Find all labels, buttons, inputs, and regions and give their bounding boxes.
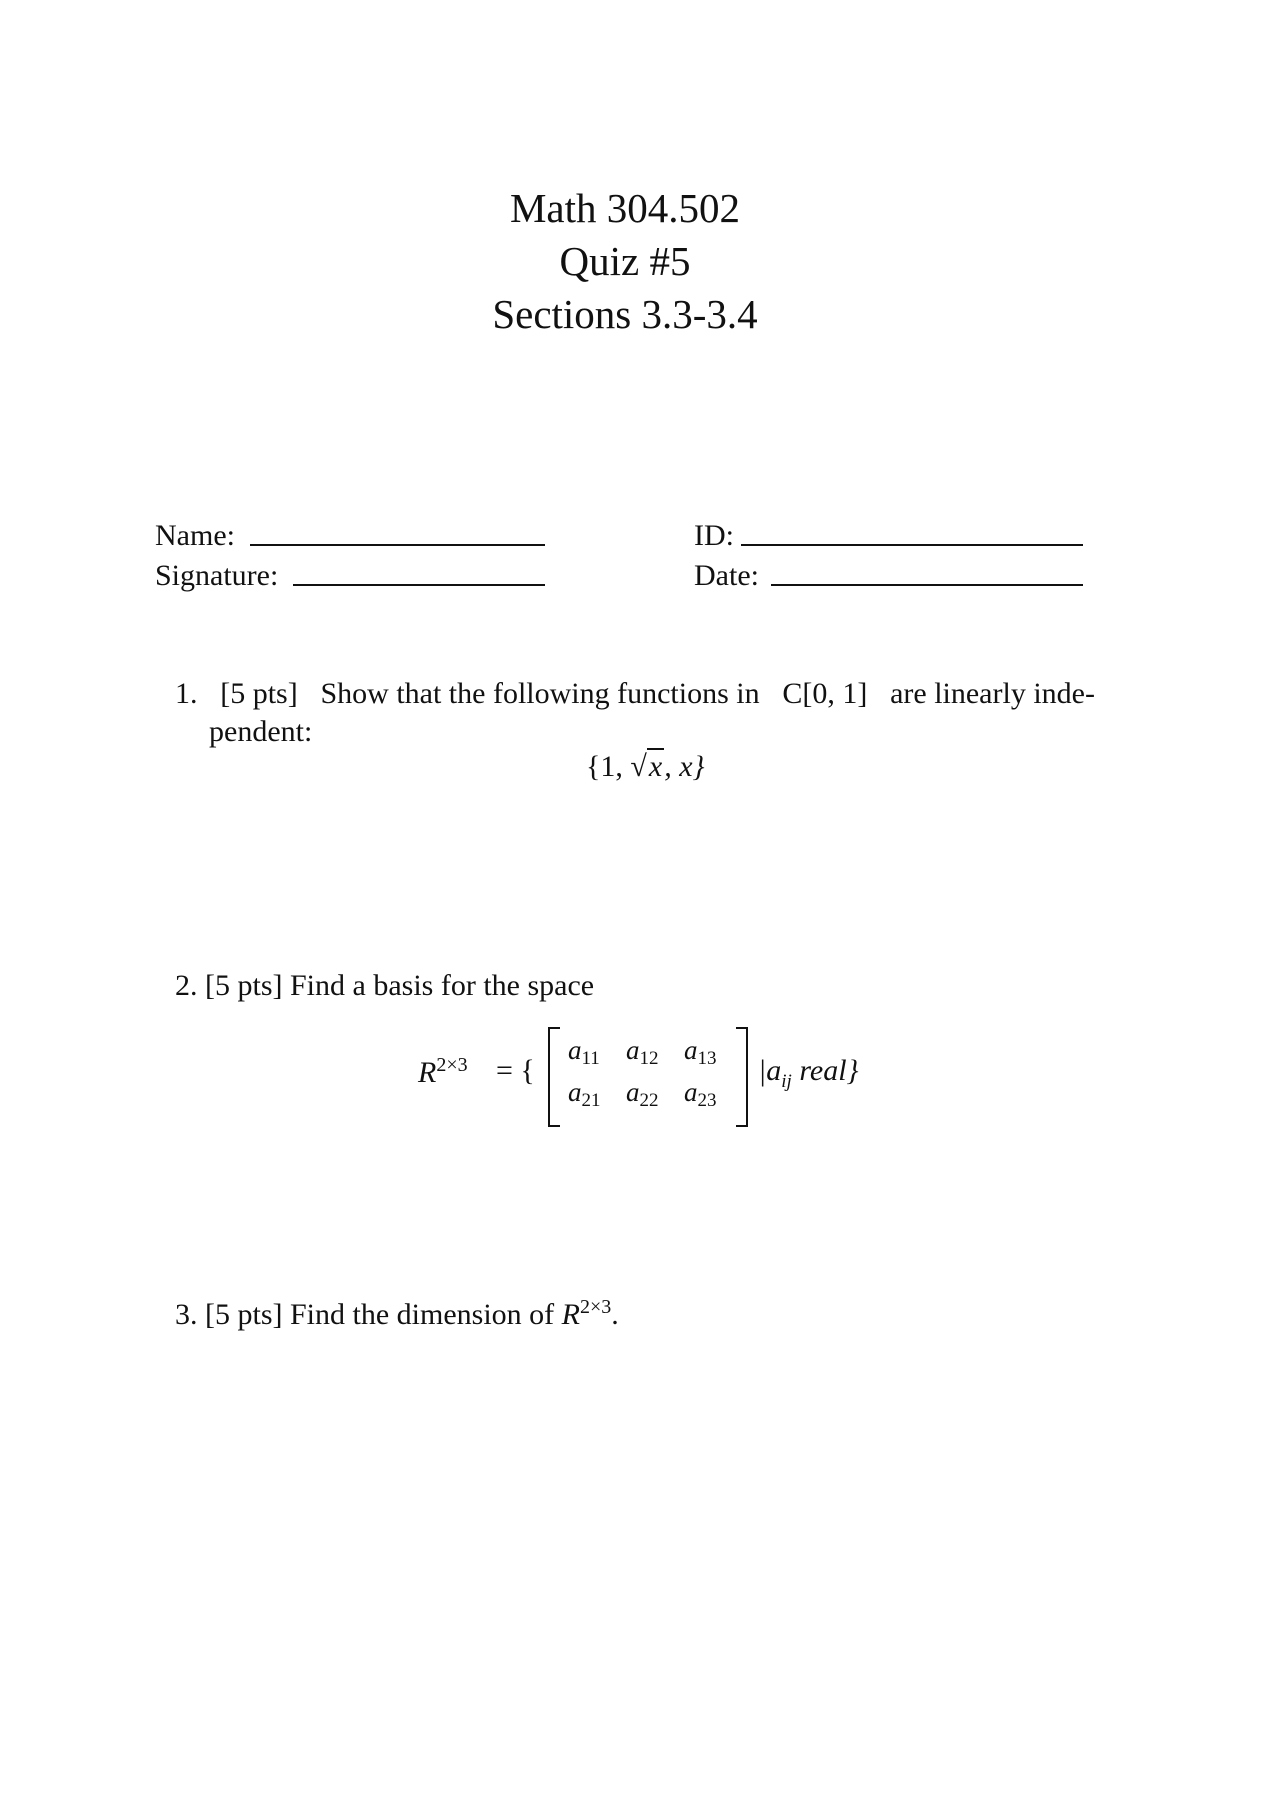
right-bracket <box>736 1027 748 1127</box>
problem-3-end: . <box>611 1298 619 1331</box>
sqrt-argument: x <box>648 750 663 783</box>
matrix-cell-11: $a_{11}$ <box>568 1035 600 1069</box>
problem-2-text: Find a basis for the space <box>290 969 595 1002</box>
problem-1 <box>175 675 1095 751</box>
equals-brace: = { <box>496 1054 535 1087</box>
problem-1-text-after: are linearly inde- <box>890 677 1095 710</box>
sections-title: Sections 3.3-3.4 <box>492 291 758 337</box>
left-bracket <box>548 1027 560 1127</box>
set-close: , x} <box>664 750 705 783</box>
set-open: {1, <box>586 750 631 783</box>
problem-1-text: Show that the following functions in <box>320 677 760 710</box>
signature-input-line[interactable] <box>293 584 545 586</box>
problem-3-points: [5 pts] <box>205 1298 283 1331</box>
problem-1-line-2 <box>175 713 1095 751</box>
date-field <box>694 558 759 594</box>
lhs-space <box>418 1054 468 1090</box>
problem-1-line-1 <box>175 675 1095 713</box>
signature-label: Signature: <box>155 559 279 592</box>
id-input-line[interactable] <box>741 544 1083 546</box>
date-label: Date: <box>694 559 759 592</box>
matrix-condition: $|a_{ij}$ real} <box>758 1054 859 1092</box>
name-label: Name: <box>155 519 235 552</box>
problem-2-number: 2. <box>175 969 198 1002</box>
problem-2-points: [5 pts] <box>205 969 283 1002</box>
problem-2 <box>175 967 594 1005</box>
sqrt-icon: √ <box>630 750 647 783</box>
matrix-cell-12: $a_{12}$ <box>626 1035 659 1069</box>
matrix-cell-21: $a_{21}$ <box>568 1077 601 1111</box>
problem-1-points: [5 pts] <box>220 677 298 710</box>
signature-field <box>155 558 278 594</box>
matrix-equation <box>418 1027 898 1123</box>
matrix-cell-13: $a_{13}$ <box>684 1035 717 1069</box>
quiz-header <box>0 182 1250 341</box>
problem-3-space: $R^{2\times 3}$ <box>561 1296 612 1331</box>
course-title: Math 304.502 <box>509 185 741 231</box>
date-input-line[interactable] <box>771 584 1083 586</box>
matrix-cell-23: $a_{23}$ <box>684 1077 717 1111</box>
name-field <box>155 518 235 554</box>
quiz-title: Quiz #5 <box>559 238 691 284</box>
problem-1-set <box>586 750 705 784</box>
problem-3-number: 3. <box>175 1298 198 1331</box>
problem-3 <box>175 1288 619 1334</box>
problem-1-number: 1. <box>175 677 198 710</box>
lhs-base: R <box>418 1056 437 1089</box>
problem-1-text-cont: pendent: <box>209 715 313 748</box>
problem-3-text: Find the dimension of <box>290 1298 555 1331</box>
id-field <box>694 518 734 554</box>
id-label: ID: <box>694 519 734 552</box>
problem-1-space: C[0, 1] <box>782 677 868 710</box>
matrix-cell-22: $a_{22}$ <box>626 1077 659 1111</box>
lhs-exponent: 2×3 <box>436 1054 468 1076</box>
name-input-line[interactable] <box>250 544 545 546</box>
